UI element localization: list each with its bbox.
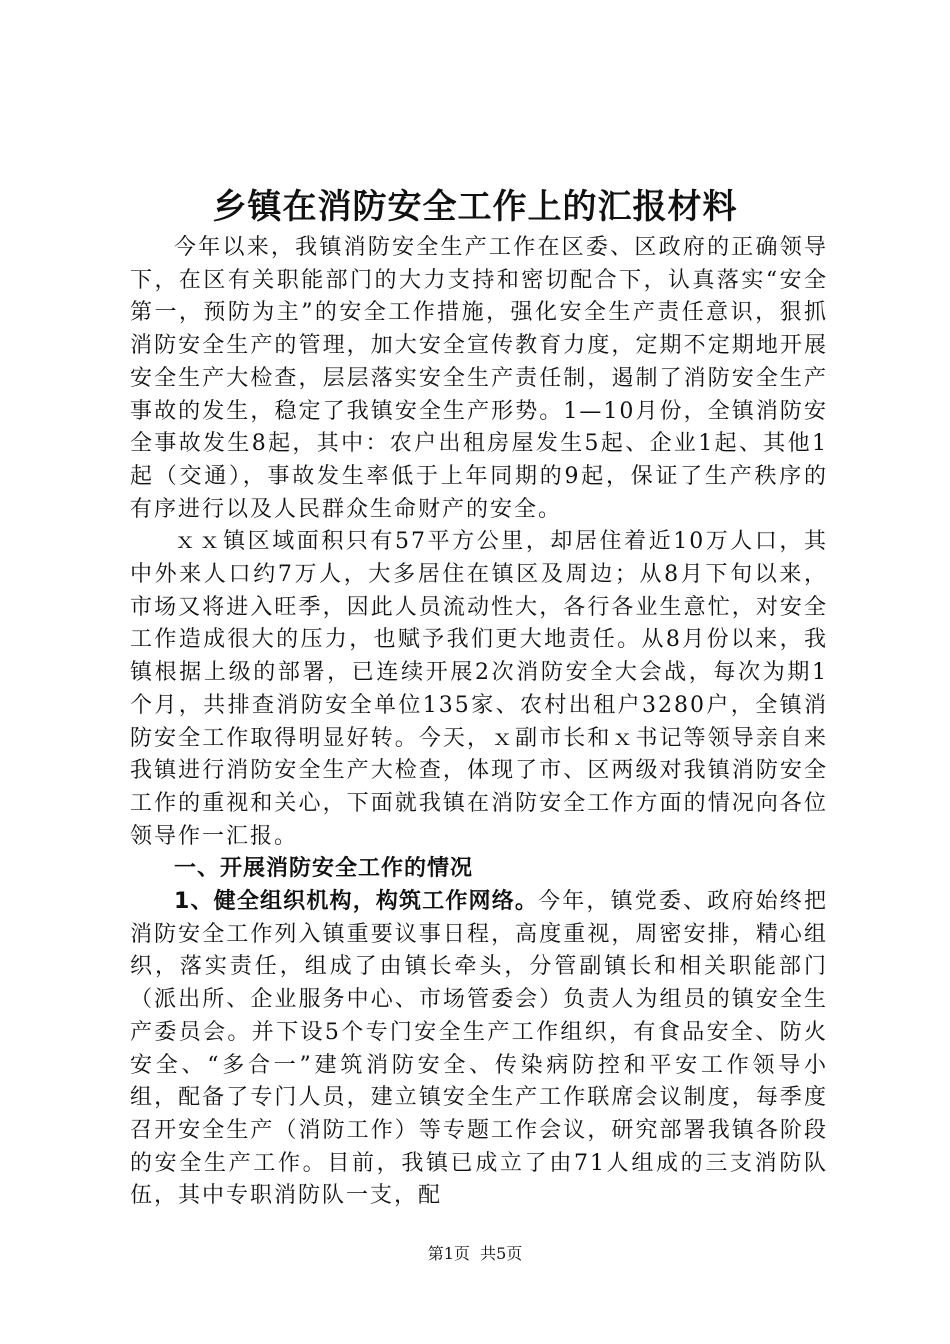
item-1-lead: 1、健全组织机构，构筑工作网络。 <box>174 889 539 915</box>
document-body <box>130 232 828 1213</box>
paragraph-intro: 今年以来，我镇消防安全生产工作在区委、区政府的正确领导下，在区有关职能部门的大力支持和密切配合下，认真落实“安全第一，预防为主”的安全工作措施，强化安全生产责任意识，狠抓消防安全生产的管理，加大安全宣传教育力度，定期不定期地开展安全生产大检查，层层落实安全生产责任制，遏制了消防安全生产事故的发生，稳定了我镇安全生产形势。1—10月份，全镇消防安全事故发生8起，其中：农户出租房屋发生5起、企业1起、其他1起（交通），事故发生率低于上年同期的9起，保证了生产秩序的有序进行以及人民群众生命财产的安全。 <box>130 235 828 522</box>
paragraph-item-1 <box>130 886 828 1213</box>
page-number: 第1页 <box>427 1244 470 1263</box>
page-total: 共5页 <box>480 1244 523 1263</box>
document-title: 乡镇在消防安全工作上的汇报材料 <box>212 187 738 227</box>
paragraph-background: ｘｘ镇区域面积只有57平方公里，却居住着近10万人口，其中外来人口约7万人，大多居住在镇区及周边；从8月下旬以来，市场又将进入旺季，因此人员流动性大，各行各业生意忙，对安全工作造成很大的压力，也赋予我们更大地责任。从8月份以来，我镇根据上级的部署，已连续开展2次消防安全大会战，每次为期1个月，共排查消防安全单位135家、农村出租户3280户，全镇消防安全工作取得明显好转。今天，ｘ副市长和ｘ书记等领导亲自来我镇进行消防安全生产大检查，体现了市、区两级对我镇消防安全工作的重视和关心，下面就我镇在消防安全工作方面的情况向各位领导作一汇报。 <box>130 529 828 849</box>
page-footer <box>0 1242 950 1266</box>
item-1-body: 今年，镇党委、政府始终把消防安全工作列入镇重要议事日程，高度重视，周密安排，精心组织，落实责任，组成了由镇长牵头，分管副镇长和相关职能部门（派出所、企业服务中心、市场管委会）负责人为组员的镇安全生产委员会。并下设5个专门安全生产工作组织，有食品安全、防火安全、“多合一”建筑消防安全、传染病防控和平安工作领导小组，配备了专门人员，建立镇安全生产工作联席会议制度，每季度召开安全生产（消防工作）等专题工作会议，研究部署我镇各阶段的安全生产工作。目前，我镇已成立了由71人组成的三支消防队伍，其中专职消防队一支，配 <box>130 889 828 1209</box>
section-heading: 一、开展消防安全工作的情况 <box>174 856 474 882</box>
